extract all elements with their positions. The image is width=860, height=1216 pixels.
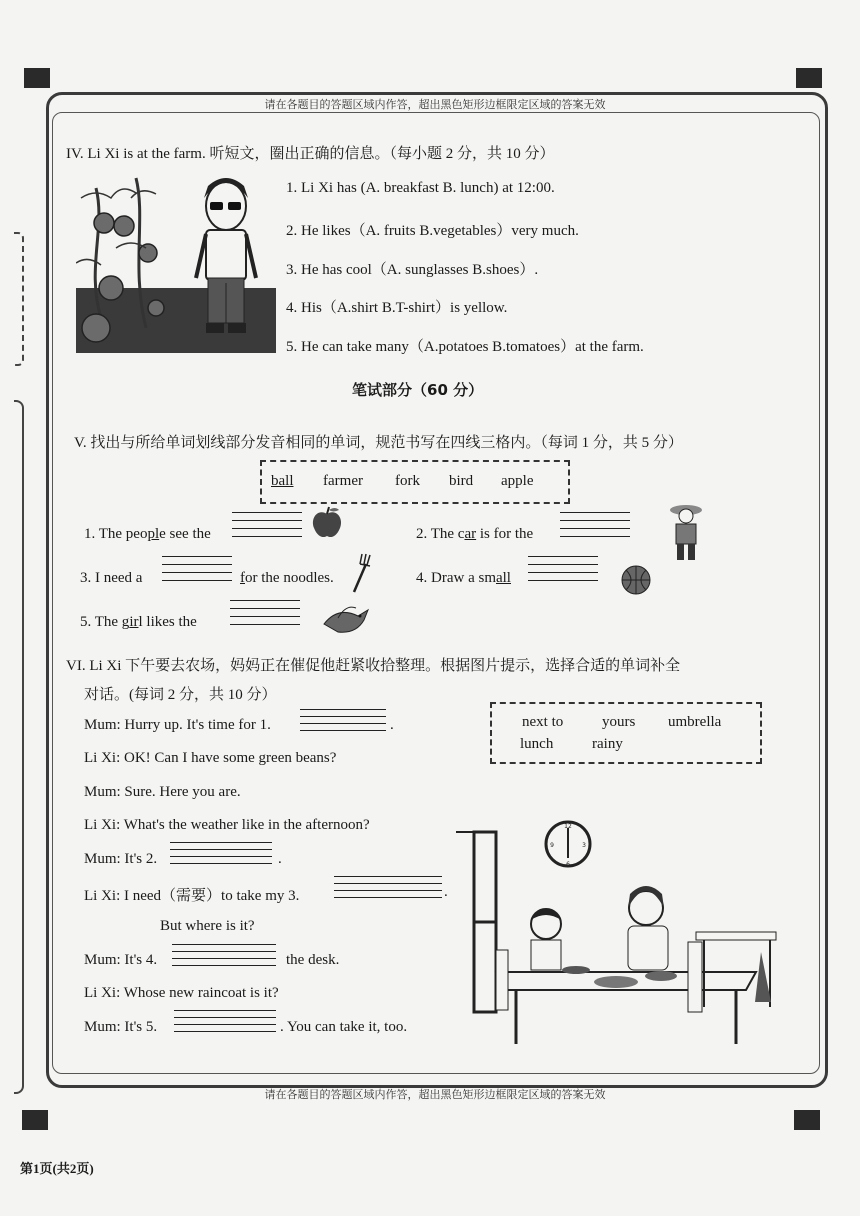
- section4-item-1: 1. Li Xi has (A. breakfast B. lunch) at 12:00.: [286, 180, 555, 196]
- page-footer: 第1页(共2页): [20, 1161, 94, 1176]
- ball-icon: [620, 564, 652, 596]
- section6-title-line2: 对话。(每词 2 分，共 10 分）: [84, 687, 277, 703]
- word-lunch: lunch: [520, 736, 554, 752]
- dialogue-line-5: Mum: It's 2.: [84, 851, 158, 867]
- section6-title-line1: VI. Li Xi 下午要去农场，妈妈正在催促他赶紧收拾整理。根据图片提示，选择合适的单词补全: [66, 658, 681, 674]
- section4-item-4: 4. His（A.shirt B.T-shirt）is yellow.: [286, 300, 508, 316]
- dialogue-line-6: Li Xi: I need（需要）to take my 3.: [84, 888, 300, 904]
- svg-text:6: 6: [566, 861, 570, 868]
- word-fork: fork: [395, 473, 420, 489]
- section4-item-5: 5. He can take many（A.potatoes B.tomatoes）at the farm.: [286, 339, 644, 355]
- binding-mark-bottom: [14, 400, 24, 1094]
- svg-text:9: 9: [550, 842, 554, 849]
- dialogue-line-2: Li Xi: OK! Can I have some green beans?: [84, 750, 337, 766]
- fork-icon: [350, 552, 374, 594]
- four-line-blank-q5[interactable]: [230, 600, 300, 622]
- registration-mark-top-left: [24, 68, 50, 88]
- four-line-blank-q1[interactable]: [232, 512, 302, 534]
- section4-item-3: 3. He has cool（A. sunglasses B.shoes）.: [286, 262, 539, 278]
- section5-q3-start: 3. I need a: [80, 570, 143, 586]
- section5-q1: 1. The people see the: [84, 526, 211, 542]
- farmer-icon: [668, 500, 704, 562]
- farm-boy-illustration: [76, 168, 276, 353]
- dialogue-line-10: Mum: It's 5.: [84, 1019, 158, 1035]
- dialogue-blank-2[interactable]: [170, 842, 272, 864]
- dialogue-blank-4[interactable]: [172, 944, 276, 966]
- section5-q2: 2. The car is for the: [416, 526, 534, 542]
- four-line-blank-q3[interactable]: [162, 556, 232, 578]
- dialogue-blank-5[interactable]: [174, 1010, 276, 1032]
- dialogue-period-1: .: [390, 717, 394, 733]
- word-yours: yours: [602, 714, 636, 730]
- dialogue-line-7: But where is it?: [160, 918, 255, 934]
- section5-word-box: [260, 460, 570, 504]
- section5-q5: 5. The girl likes the: [80, 614, 197, 630]
- bird-icon: [320, 604, 372, 638]
- section5-title: V. 找出与所给单词划线部分发音相同的单词，规范书写在四线三格内。（每词 1 分，共 5 分）: [74, 435, 683, 451]
- dialogue-line-3: Mum: Sure. Here you are.: [84, 784, 241, 800]
- section5-q3-end: for the noodles.: [240, 570, 334, 586]
- svg-text:12: 12: [564, 823, 572, 830]
- word-ball: ball: [271, 473, 294, 489]
- registration-mark-bottom-left: [22, 1110, 48, 1130]
- dialogue-period-3: .: [444, 884, 448, 900]
- svg-text:3: 3: [582, 842, 586, 849]
- section4-title: IV. Li Xi is at the farm. 听短文，圈出正确的信息。（每小题 2 分，共 10 分）: [66, 146, 555, 162]
- mum-and-boy-eating-illustration: [456, 812, 786, 1052]
- word-next-to: next to: [522, 714, 564, 730]
- dialogue-blank-3[interactable]: [334, 876, 442, 898]
- dialogue-line-8: Mum: It's 4.: [84, 952, 158, 968]
- apple-icon: [310, 506, 344, 540]
- dialogue-period-2: .: [278, 851, 282, 867]
- word-farmer: farmer: [323, 473, 363, 489]
- four-line-blank-q2[interactable]: [560, 512, 630, 534]
- dialogue-line-4: Li Xi: What's the weather like in the afternoon?: [84, 817, 370, 833]
- dialogue-line-1: Mum: Hurry up. It's time for 1.: [84, 717, 271, 733]
- section4-item-2: 2. He likes（A. fruits B.vegetables）very much.: [286, 223, 579, 239]
- four-line-blank-q4[interactable]: [528, 556, 598, 578]
- dialogue-blank-1[interactable]: [300, 709, 386, 731]
- registration-mark-bottom-right: [794, 1110, 820, 1130]
- word-bird: bird: [449, 473, 474, 489]
- word-apple: apple: [501, 473, 534, 489]
- dialogue-line-9: Li Xi: Whose new raincoat is it?: [84, 985, 279, 1001]
- dialogue-line-8-end: the desk.: [286, 952, 340, 968]
- registration-mark-top-right: [796, 68, 822, 88]
- notice-bottom: 请在各题目的答题区域内作答，超出黑色矩形边框限定区域的答案无效: [264, 1088, 606, 1101]
- word-rainy: rainy: [592, 736, 623, 752]
- written-part-heading: 笔试部分（60 分）: [352, 381, 484, 399]
- section6-word-box: [490, 702, 762, 764]
- dialogue-line-10-end: . You can take it, too.: [280, 1019, 408, 1035]
- notice-top: 请在各题目的答题区域内作答，超出黑色矩形边框限定区域的答案无效: [264, 98, 606, 111]
- section5-q4: 4. Draw a small: [416, 570, 511, 586]
- binding-mark-top: [14, 232, 24, 366]
- word-umbrella: umbrella: [668, 714, 722, 730]
